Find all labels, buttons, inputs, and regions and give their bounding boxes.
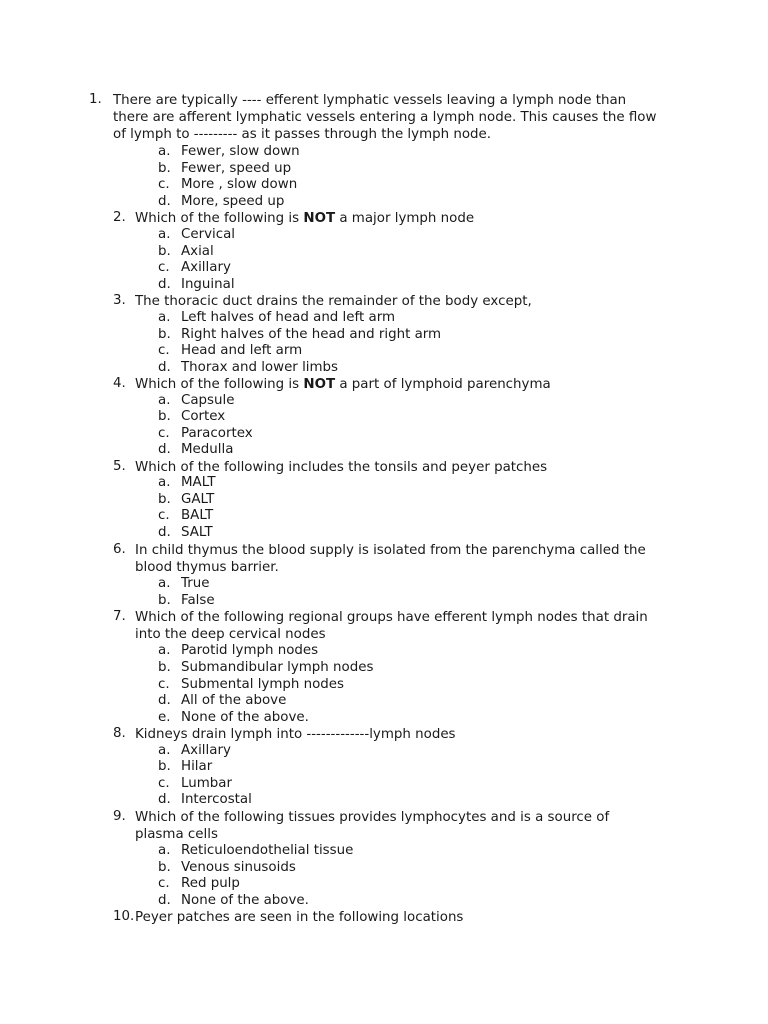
option-text: More, speed up — [181, 194, 285, 209]
question-text-line: Which of the following regional groups have efferent lymph nodes that drain — [135, 610, 648, 625]
option-text: MALT — [181, 475, 216, 490]
option-text: Thorax and lower limbs — [181, 360, 339, 375]
question-text-line: Peyer patches are seen in the following locations — [135, 910, 464, 925]
option-letter: a. — [158, 144, 171, 159]
question-number: 1. — [89, 92, 102, 107]
option-letter: c. — [158, 776, 170, 791]
question-text-line: Which of the following includes the tonsils and peyer patches — [135, 460, 548, 475]
option-letter: d. — [158, 525, 171, 540]
option-text: Cortex — [181, 409, 226, 424]
option-letter: a. — [158, 643, 171, 658]
question-number: 8. — [113, 726, 126, 741]
question-text-line: into the deep cervical nodes — [135, 627, 326, 642]
option-letter: d. — [158, 277, 171, 292]
option-letter: a. — [158, 393, 171, 408]
option-letter: b. — [158, 860, 171, 875]
option-letter: a. — [158, 743, 171, 758]
option-text: False — [181, 593, 215, 608]
question-text-line: Which of the following tissues provides lymphocytes and is a source of — [135, 810, 610, 825]
option-text: Lumbar — [181, 776, 232, 791]
option-letter: d. — [158, 693, 171, 708]
question-number: 4. — [113, 376, 126, 391]
option-letter: a. — [158, 576, 171, 591]
question-text-line: In child thymus the blood supply is isolated from the parenchyma called the — [135, 543, 646, 558]
question-text-line: Which of the following is NOT a part of lymphoid parenchyma — [135, 377, 551, 392]
option-text: Intercostal — [181, 792, 252, 807]
option-text: Capsule — [181, 393, 235, 408]
option-letter: b. — [158, 593, 171, 608]
question-text-line: plasma cells — [135, 827, 218, 842]
option-text: Parotid lymph nodes — [181, 643, 319, 658]
question-text-line: there are afferent lymphatic vessels entering a lymph node. This causes the flow — [113, 110, 657, 125]
question-number: 7. — [113, 609, 126, 624]
option-letter: d. — [158, 792, 171, 807]
emphasis-not: NOT — [303, 211, 336, 226]
option-text: None of the above. — [181, 710, 309, 725]
option-text: Axillary — [181, 260, 231, 275]
option-letter: a. — [158, 475, 171, 490]
option-text: Hilar — [181, 759, 213, 774]
option-text: Medulla — [181, 442, 234, 457]
emphasis-not: NOT — [303, 377, 336, 392]
option-text: Reticuloendothelial tissue — [181, 843, 354, 858]
option-letter: d. — [158, 194, 171, 209]
option-letter: b. — [158, 759, 171, 774]
question-number: 2. — [113, 210, 126, 225]
option-text: More , slow down — [181, 177, 298, 192]
option-letter: a. — [158, 227, 171, 242]
option-text: All of the above — [181, 693, 287, 708]
question-number: 10. — [113, 909, 135, 924]
option-letter: c. — [158, 876, 170, 891]
option-letter: b. — [158, 244, 171, 259]
question-text-line: Kidneys drain lymph into -------------lymph nodes — [135, 727, 456, 742]
option-text: Venous sinusoids — [181, 860, 296, 875]
option-text: BALT — [181, 508, 214, 523]
question-text-line: blood thymus barrier. — [135, 560, 279, 575]
option-text: True — [181, 576, 210, 591]
option-letter: d. — [158, 360, 171, 375]
option-letter: a. — [158, 310, 171, 325]
option-letter: d. — [158, 442, 171, 457]
option-text: Paracortex — [181, 426, 253, 441]
option-letter: c. — [158, 177, 170, 192]
option-letter: c. — [158, 343, 170, 358]
option-text: Fewer, slow down — [181, 144, 300, 159]
option-letter: e. — [158, 710, 171, 725]
option-text: None of the above. — [181, 893, 309, 908]
question-text-line: There are typically ---- efferent lymphatic vessels leaving a lymph node than — [113, 93, 627, 108]
option-letter: d. — [158, 893, 171, 908]
option-text: Submandibular lymph nodes — [181, 660, 374, 675]
question-text-line: Which of the following is NOT a major lymph node — [135, 211, 475, 226]
option-text: Red pulp — [181, 876, 240, 891]
option-letter: b. — [158, 492, 171, 507]
option-letter: b. — [158, 161, 171, 176]
question-text-line: The thoracic duct drains the remainder of the body except, — [135, 294, 532, 309]
option-letter: c. — [158, 677, 170, 692]
option-letter: c. — [158, 260, 170, 275]
option-text: Axial — [181, 244, 214, 259]
option-text: Axillary — [181, 743, 231, 758]
option-letter: a. — [158, 843, 171, 858]
question-number: 5. — [113, 459, 126, 474]
option-text: Head and left arm — [181, 343, 303, 358]
option-text: Inguinal — [181, 277, 235, 292]
option-text: Submental lymph nodes — [181, 677, 345, 692]
question-text-line: of lymph to --------- as it passes through the lymph node. — [113, 127, 492, 142]
option-letter: b. — [158, 327, 171, 342]
option-text: Cervical — [181, 227, 236, 242]
question-number: 3. — [113, 293, 126, 308]
option-letter: b. — [158, 660, 171, 675]
option-letter: c. — [158, 508, 170, 523]
option-text: Fewer, speed up — [181, 161, 292, 176]
option-text: Right halves of the head and right arm — [181, 327, 442, 342]
question-number: 9. — [113, 809, 126, 824]
option-text: GALT — [181, 492, 215, 507]
option-text: SALT — [181, 525, 213, 540]
option-letter: c. — [158, 426, 170, 441]
option-text: Left halves of head and left arm — [181, 310, 396, 325]
option-letter: b. — [158, 409, 171, 424]
question-number: 6. — [113, 542, 126, 557]
